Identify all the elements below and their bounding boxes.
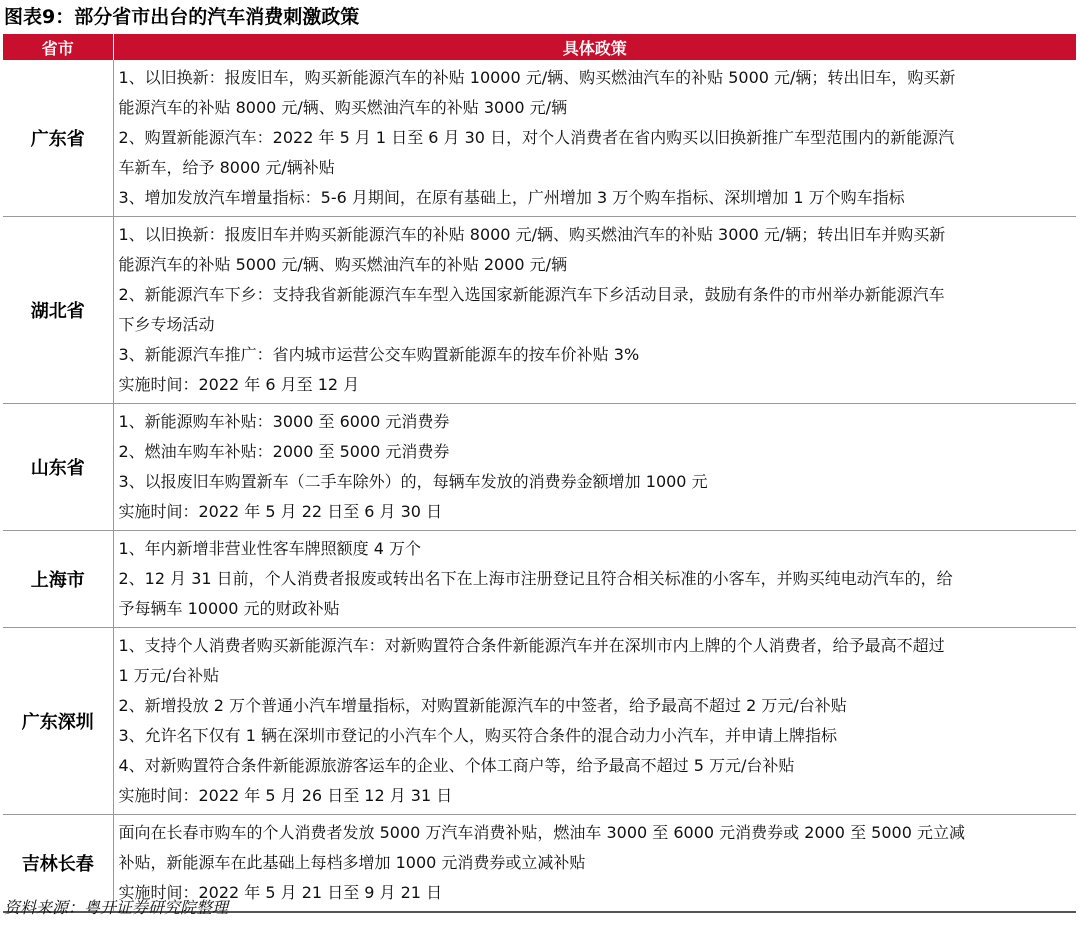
policy-line: 1 万元/台补贴 bbox=[118, 666, 220, 685]
province-cell: 湖北省 bbox=[3, 217, 113, 404]
policy-line: 车新车，给予 8000 元/辆补贴 bbox=[118, 158, 335, 177]
policy-line: 1、以旧换新：报废旧车，购买新能源汽车的补贴 10000 元/辆、购买燃油汽车的补贴 5000 元/辆；转出旧车，购买新 bbox=[118, 68, 956, 87]
policy-cell bbox=[113, 404, 1076, 531]
policy-line: 面向在长春市购车的个人消费者发放 5000 万汽车消费补贴，燃油车 3000 至 6000 元消费券或 2000 至 5000 元立减 bbox=[118, 823, 965, 842]
figure-title: 图表9：部分省市出台的汽车消费刺激政策 bbox=[4, 6, 360, 28]
source-note: 资料来源：粤开证券研究院整理 bbox=[4, 898, 229, 917]
province-cell: 吉林长春 bbox=[3, 815, 113, 913]
table-row bbox=[3, 60, 1076, 217]
policy-line: 实施时间：2022 年 5 月 21 日至 9 月 21 日 bbox=[118, 883, 443, 902]
policy-line: 下乡专场活动 bbox=[118, 315, 215, 334]
policy-line: 4、对新购置符合条件新能源旅游客运车的企业、个体工商户等，给予最高不超过 5 万元/台补贴 bbox=[118, 756, 795, 775]
policy-line: 2、12 月 31 日前，个人消费者报废或转出名下在上海市注册登记且符合相关标准的小客车，并购买纯电动汽车的，给 bbox=[118, 569, 953, 588]
policy-line: 2、购置新能源汽车：2022 年 5 月 1 日至 6 月 30 日，对个人消费者在省内购买以旧换新推广车型范围内的新能源汽 bbox=[118, 128, 955, 147]
table-header-row bbox=[3, 34, 1076, 60]
policy-line: 2、燃油车购车补贴：2000 至 5000 元消费券 bbox=[118, 442, 450, 461]
policy-line: 3、以报废旧车购置新车（二手车除外）的，每辆车发放的消费券金额增加 1000 元 bbox=[118, 472, 708, 491]
province-cell: 山东省 bbox=[3, 404, 113, 531]
policy-line: 实施时间：2022 年 5 月 26 日至 12 月 31 日 bbox=[118, 786, 453, 805]
policy-line: 1、年内新增非营业性客车牌照额度 4 万个 bbox=[118, 539, 422, 558]
policy-cell bbox=[113, 815, 1076, 913]
table-row bbox=[3, 531, 1076, 628]
policy-cell bbox=[113, 217, 1076, 404]
header-policy: 具体政策 bbox=[113, 34, 1076, 60]
header-province: 省市 bbox=[3, 34, 113, 60]
policy-line: 予每辆车 10000 元的财政补贴 bbox=[118, 599, 340, 618]
province-cell: 广东深圳 bbox=[3, 628, 113, 815]
policy-table bbox=[3, 34, 1076, 913]
province-cell: 上海市 bbox=[3, 531, 113, 628]
policy-line: 2、新能源汽车下乡：支持我省新能源汽车车型入选国家新能源汽车下乡活动目录，鼓励有条件的市州举办新能源汽车 bbox=[118, 285, 945, 304]
policy-line: 实施时间：2022 年 6 月至 12 月 bbox=[118, 375, 360, 394]
province-cell: 广东省 bbox=[3, 60, 113, 217]
policy-line: 3、允许名下仅有 1 辆在深圳市登记的小汽车个人，购买符合条件的混合动力小汽车，并申请上牌指标 bbox=[118, 726, 838, 745]
policy-cell bbox=[113, 531, 1076, 628]
policy-line: 补贴，新能源车在此基础上每档多增加 1000 元消费券或立减补贴 bbox=[118, 853, 586, 872]
policy-line: 1、以旧换新：报废旧车并购买新能源汽车的补贴 8000 元/辆、购买燃油汽车的补贴 3000 元/辆；转出旧车并购买新 bbox=[118, 225, 946, 244]
table-row bbox=[3, 628, 1076, 815]
policy-cell bbox=[113, 60, 1076, 217]
policy-line: 能源汽车的补贴 5000 元/辆、购买燃油汽车的补贴 2000 元/辆 bbox=[118, 255, 568, 274]
policy-line: 能源汽车的补贴 8000 元/辆、购买燃油汽车的补贴 3000 元/辆 bbox=[118, 98, 568, 117]
policy-line: 2、新增投放 2 万个普通小汽车增量指标，对购置新能源汽车的中签者，给予最高不超过 2 万元/台补贴 bbox=[118, 696, 847, 715]
table-row bbox=[3, 217, 1076, 404]
table-row bbox=[3, 404, 1076, 531]
policy-line: 实施时间：2022 年 5 月 22 日至 6 月 30 日 bbox=[118, 502, 443, 521]
policy-line: 3、增加发放汽车增量指标：5-6 月期间，在原有基础上，广州增加 3 万个购车指标、深圳增加 1 万个购车指标 bbox=[118, 188, 905, 207]
policy-cell bbox=[113, 628, 1076, 815]
policy-line: 1、新能源购车补贴：3000 至 6000 元消费券 bbox=[118, 412, 450, 431]
policy-line: 1、支持个人消费者购买新能源汽车：对新购置符合条件新能源汽车并在深圳市内上牌的个人消费者，给予最高不超过 bbox=[118, 636, 945, 655]
policy-line: 3、新能源汽车推广：省内城市运营公交车购置新能源车的按车价补贴 3% bbox=[118, 345, 640, 364]
